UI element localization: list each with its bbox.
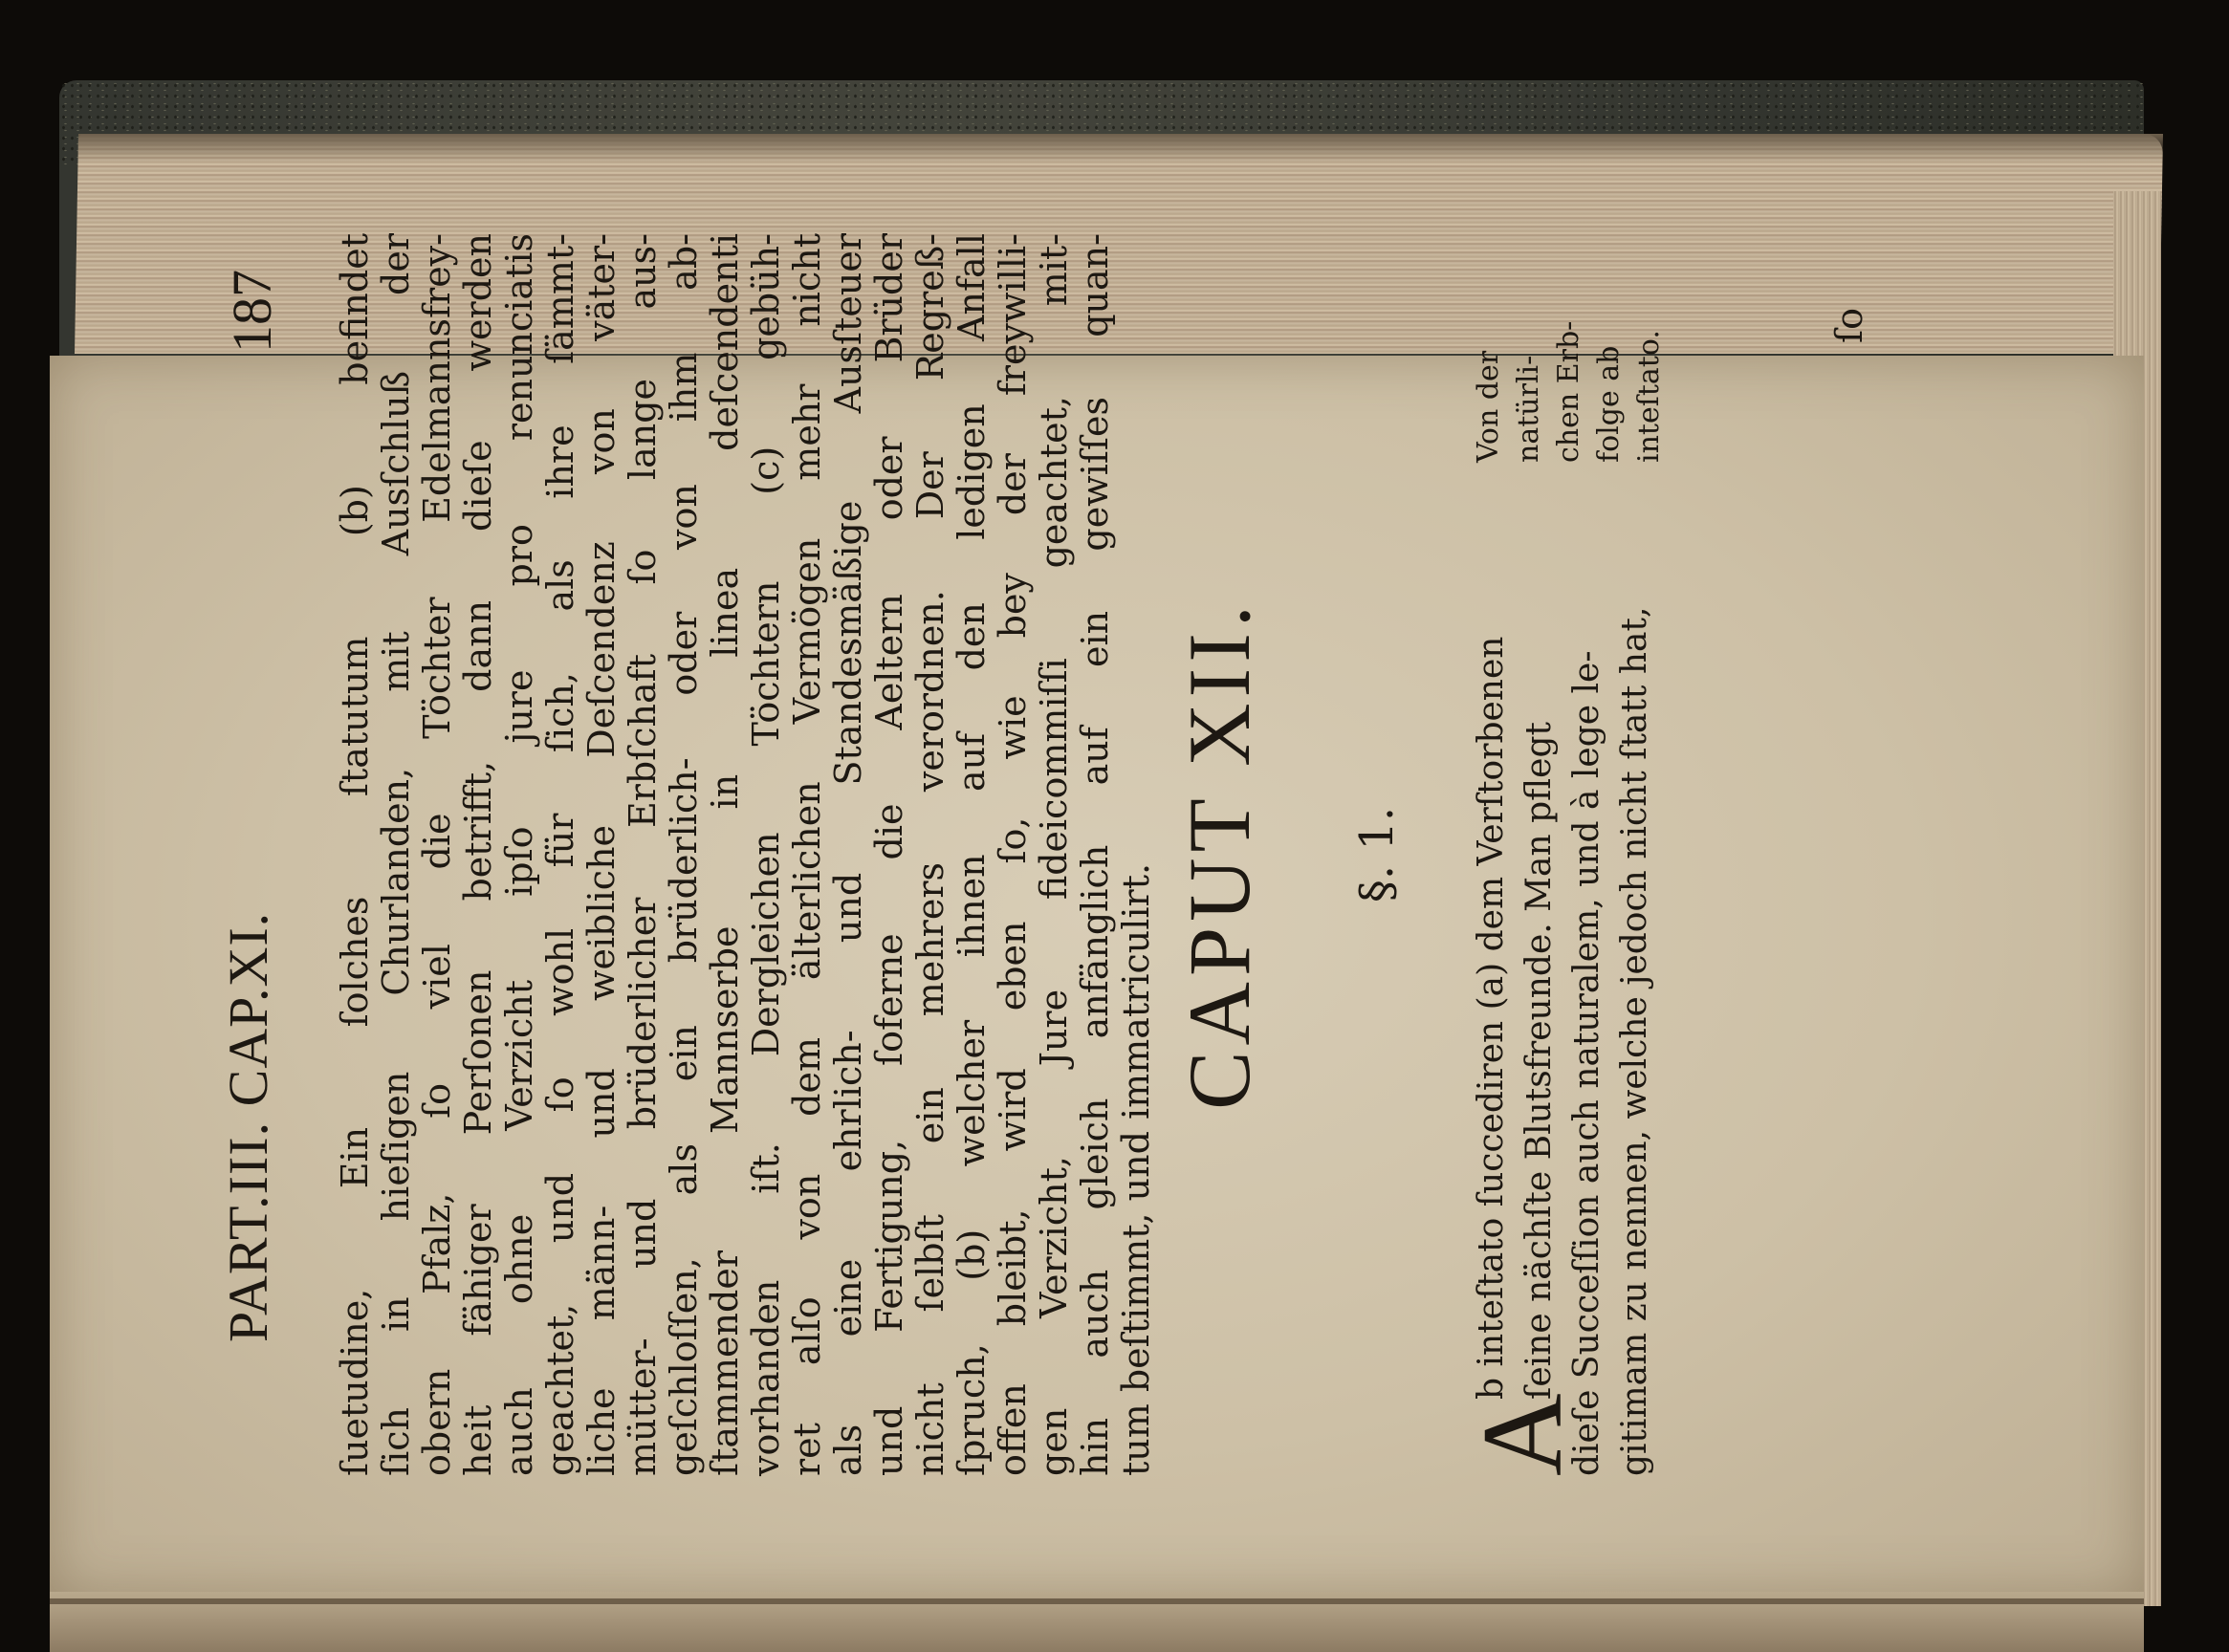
section-line: gitimam zu nennen, welche jedoch nicht ſtatt hat, (1615, 606, 1654, 1476)
body-line: ſich in hieſigen Churlanden, mit Ausſchluß der (375, 233, 417, 1476)
margin-note-line: folge ab (1592, 345, 1626, 463)
section-line: dieſe Succeſſion auch naturalem, und à lege le- (1567, 650, 1606, 1476)
catchword: ſo (1828, 308, 1870, 343)
drop-cap: A (1458, 1393, 1585, 1476)
body-line: geſchloſſen, als ein brüderlich- oder von ihm ab- (663, 233, 705, 1476)
running-header (203, 233, 317, 1476)
body-line: nicht ſelbſt ein mehrers verordnen. Der Regreß- (909, 233, 951, 1476)
body-line: ſpruch, (b) welcher ihnen auf den ledigen Anfall (951, 233, 993, 1476)
body-line: liche männ- und weibliche Deſcendenz von väter- (580, 233, 623, 1476)
body-line: geachtet, und ſo wohl für ſich, als ihre ſämmt- (539, 233, 581, 1476)
body-line: tum beſtimmt, und immatriculirt. (1115, 862, 1157, 1476)
margin-note-line: chen Erb- (1552, 320, 1585, 463)
body-line: auch ohne Verzicht ipſo jure pro renunciatis (498, 233, 540, 1476)
page-text-frame (203, 233, 2020, 1476)
page-number: 187 (221, 270, 283, 353)
chapter-heading: CAPUT XII. (1170, 599, 1268, 1110)
body-line: gen Verzicht, Jure fideicommiſſi geachtet, mit- (1033, 233, 1075, 1476)
body-line: offen bleibt, wird eben ſo, wie bey der freywilli- (992, 233, 1034, 1476)
body-line: obern Pfalz, ſo viel die Töchter Edelmannsfrey- (416, 233, 458, 1476)
body-line: ſtammender Mannserbe in linea deſcendenti (704, 233, 746, 1476)
body-line: ſuetudine, Ein ſolches ſtatutum (b) befindet (334, 233, 376, 1476)
margin-note-line: natürli- (1512, 355, 1545, 463)
body-line: als eine ehrlich- und Standesmäßige Ausſteuer (827, 233, 869, 1476)
section-mark: §. 1. (1350, 806, 1404, 903)
body-line: ret alſo von dem älterlichen Vermögen mehr nicht (786, 233, 828, 1476)
body-line: vorhanden iſt. Dergleichen Töchtern (c) gebüh- (745, 233, 787, 1476)
section-line: b inteſtato ſuccediren (a) dem Verſtorbenen (1472, 636, 1511, 1400)
section-line: ſeine nächſte Blutsfreunde. Man pflegt (1519, 722, 1559, 1400)
body-line: heit fähiger Perſonen betrifft, dann dieſe werden (457, 233, 499, 1476)
running-title: PART.III. CAP.XI. (217, 911, 279, 1342)
margin-note-line: inteſtato. (1632, 330, 1666, 463)
margin-note-line: Von der (1472, 350, 1505, 463)
body-line: und Fertigung, ſoferne die Aeltern oder Brüder (868, 233, 910, 1476)
page-gutter (50, 1598, 2144, 1604)
body-line: mütter- und brüderlicher Erbſchaft ſo lange aus- (622, 233, 664, 1476)
body-line: hin auch gleich anfänglich auf ein gewiſſes quan- (1074, 233, 1116, 1476)
